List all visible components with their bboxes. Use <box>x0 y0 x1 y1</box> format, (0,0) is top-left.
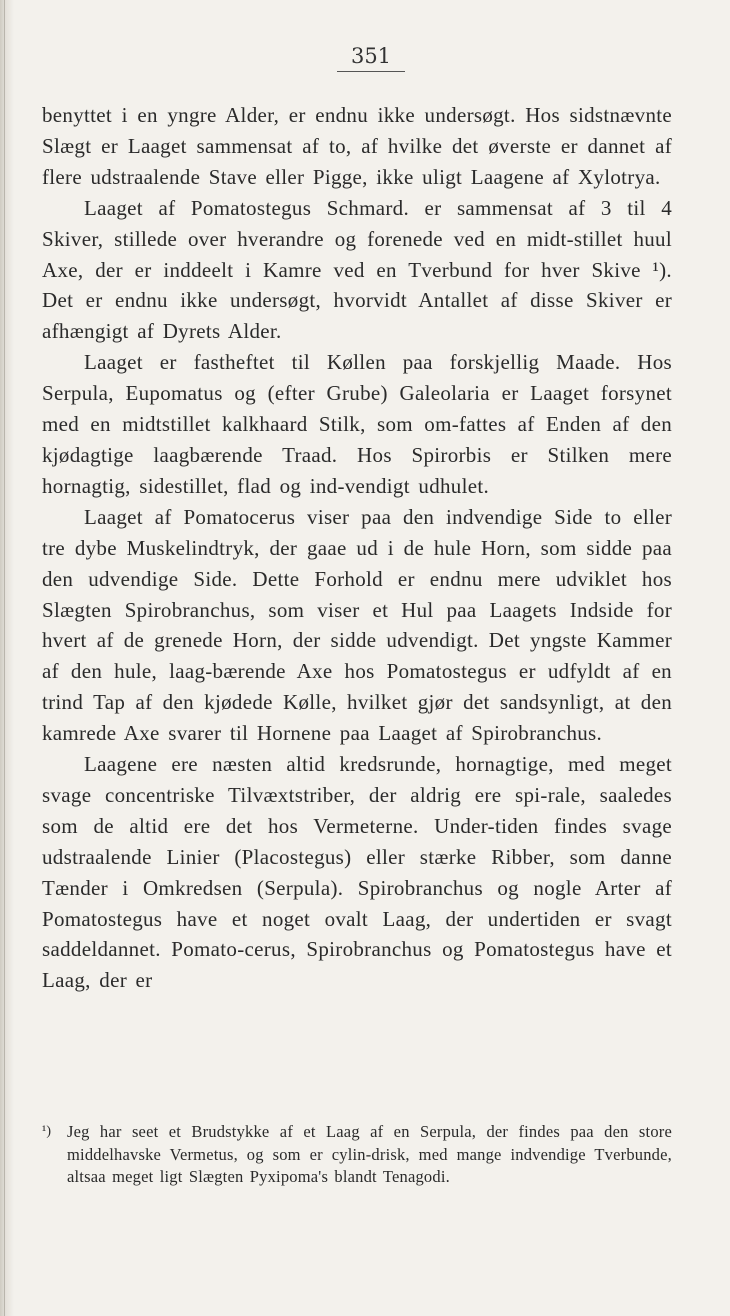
footnote-marker: ¹) <box>42 1124 52 1139</box>
paragraph-2: Laaget af Pomatostegus Schmard. er sammensat af 3 til 4 Skiver, stillede over hverandre og forenede ved en midt-stillet huul Axe, der er inddeelt i Kamre ved en Tverbund for hver Skive ¹). Det er endnu ikke undersøgt, hvorvidt Antallet af disse Skiver er afhængigt af Dyrets Alder. <box>42 195 672 344</box>
footnote-paragraph <box>42 1121 672 1189</box>
paragraph-3: Laaget er fastheftet til Køllen paa forskjellig Maade. Hos Serpula, Eupomatus og (efter Grube) Galeolaria er Laaget forsynet med en midtstillet kalkhaard Stilk, som om-fattes af Enden af den kjødagtige laagbærende Traad. Hos Spirorbis er Stilken mere hornagtig, sidestillet, flad og ind-vendigt udhulet. <box>42 350 672 498</box>
footnote <box>42 1121 672 1189</box>
paragraph-5: Laagene ere næsten altid kredsrunde, hornagtige, med meget svage concentriske Tilvæxtstriber, der aldrig ere spi-rale, saaledes som de altid ere det hos Vermeterne. Under-tiden findes svage udstraalende Linier (Placostegus) eller stærke Ribber, som danne Tænder i Omkredsen (Serpula). Spirobranchus og nogle Arter af Pomatostegus have et noget ovalt Laag, der undertiden er svagt saddeldannet. Pomato-cerus, Spirobranchus og Pomatostegus have et Laag, der er <box>42 752 672 993</box>
page-number <box>0 44 730 72</box>
footnote-text: Jeg har seet et Brudstykke af et Laag af en Serpula, der findes paa den store middelhavske Vermetus, og som er cylin-drisk, med mange indvendige Tverbunde, altsaa meget ligt Slægten Pyxipoma's blandt Tenagodi. <box>67 1122 672 1186</box>
page-binding-edge <box>0 0 14 1316</box>
main-text <box>42 100 672 996</box>
paragraph-4: Laaget af Pomatocerus viser paa den indvendige Side to eller tre dybe Muskelindtryk, der gaae ud i de hule Horn, som sidde paa den udvendige Side. Dette Forhold er endnu mere udviklet hos Slægten Spirobranchus, som viser et Hul paa Laagets Indside for hvert af de grenede Horn, der sidde udvendigt. Det yngste Kammer af den hule, laag-bærende Axe hos Pomatostegus er udfyldt af en trind Tap af den kjødede Kølle, hvilket gjør det sandsynligt, at den kamrede Axe svarer til Hornene paa Laaget af Spirobranchus. <box>42 504 672 746</box>
paragraph-1: benyttet i en yngre Alder, er endnu ikke undersøgt. Hos sidstnævnte Slægt er Laaget sammensat af to, af hvilke det øverste er dannet af flere udstraalende Stave eller Pigge, ikke uligt Laagene af Xylotrya. <box>42 103 672 189</box>
page-number-text: 351 <box>337 44 405 72</box>
